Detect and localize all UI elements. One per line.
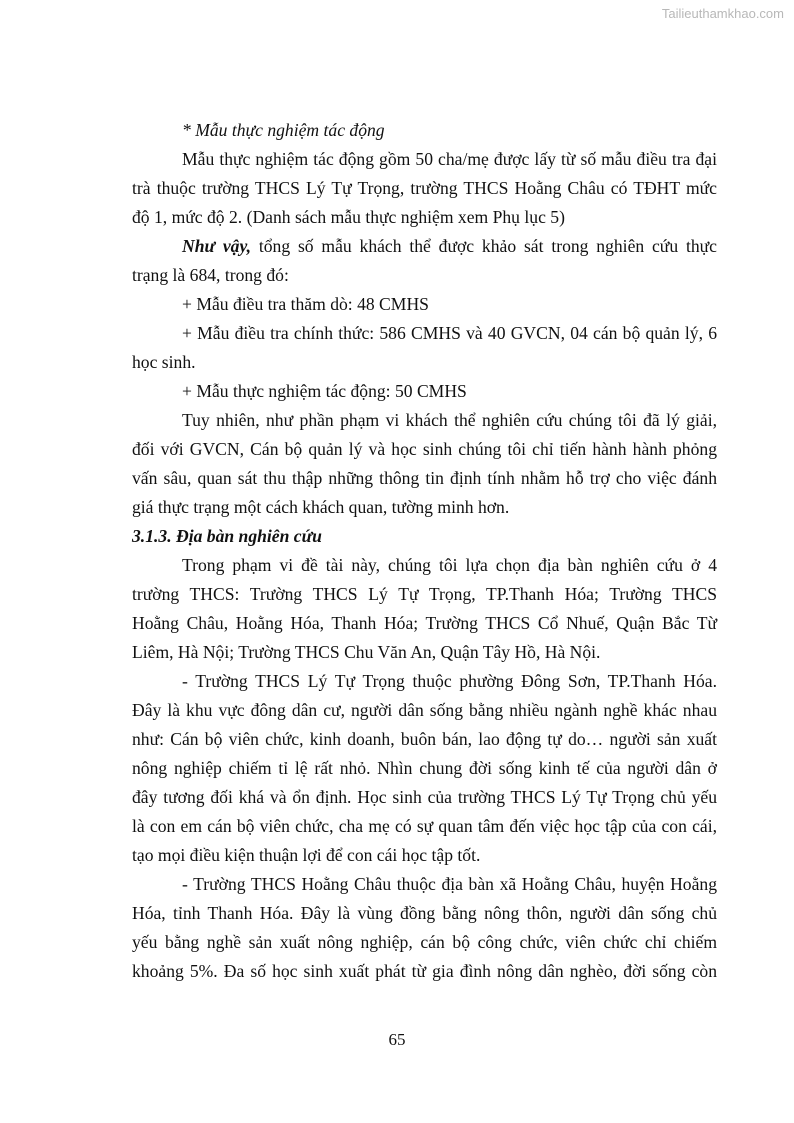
text-line: độ 1, mức độ 2. (Danh sách mẫu thực nghiệm xem Phụ lục 5)	[132, 207, 565, 227]
watermark: Tailieuthamkhao.com	[661, 6, 784, 21]
text-line: đối với GVCN, Cán bộ quản lý và học sinh chúng tôi chỉ tiến hành hành phỏng	[132, 439, 717, 459]
text-line: Tuy nhiên, như phần phạm vi khách thể nghiên cứu chúng tôi đã lý giải,	[182, 410, 717, 430]
text-line: tạo mọi điều kiện thuận lợi để con cái học tập tốt.	[132, 845, 481, 865]
text-line: Hoằng Châu, Hoằng Hóa, Thanh Hóa; Trường THCS Cổ Nhuế, Quận Bắc Từ	[132, 613, 717, 633]
text-line: là con em cán bộ viên chức, cha mẹ có sự quan tâm đến việc học tập của con cái,	[132, 816, 717, 836]
text-line: như: Cán bộ viên chức, kinh doanh, buôn bán, lao động tự do… người sản xuất	[132, 729, 717, 749]
document-body	[132, 116, 717, 986]
text-line: + Mẫu điều tra thăm dò: 48 CMHS	[182, 294, 429, 314]
text-line: + Mẫu điều tra chính thức: 586 CMHS và 40 GVCN, 04 cán bộ quản lý, 6	[182, 323, 717, 343]
section-heading: 3.1.3. Địa bàn nghiên cứu	[132, 526, 322, 546]
text-line: yếu bằng nghề sản xuất nông nghiệp, cán bộ công chức, viên chức chỉ chiếm	[132, 932, 717, 952]
text-line: trường THCS: Trường THCS Lý Tự Trọng, TP.Thanh Hóa; Trường THCS	[132, 584, 717, 604]
text-line: vấn sâu, quan sát thu thập những thông tin định tính nhằm hỗ trợ cho việc đánh	[132, 468, 717, 488]
text-line	[132, 232, 717, 261]
text-line: trà thuộc trường THCS Lý Tự Trọng, trường THCS Hoằng Châu có TĐHT mức	[132, 178, 717, 198]
text-line: - Trường THCS Lý Tự Trọng thuộc phường Đông Sơn, TP.Thanh Hóa.	[182, 671, 717, 691]
text-line: học sinh.	[132, 352, 196, 372]
text-line: đây tương đối khá và ổn định. Học sinh của trường THCS Lý Tự Trọng chủ yếu	[132, 787, 717, 807]
text-line: Trong phạm vi đề tài này, chúng tôi lựa chọn địa bàn nghiên cứu ở 4	[182, 555, 717, 575]
text-line: Liêm, Hà Nội; Trường THCS Chu Văn An, Quận Tây Hồ, Hà Nội.	[132, 642, 601, 662]
text-line: * Mẫu thực nghiệm tác động	[182, 120, 385, 140]
text-line: - Trường THCS Hoằng Châu thuộc địa bàn xã Hoằng Châu, huyện Hoằng	[182, 874, 717, 894]
page-number: 65	[388, 1030, 406, 1049]
text-line: Đây là khu vực đông dân cư, người dân sống bằng nhiều ngành nghề khác nhau	[132, 700, 717, 720]
text-line: trạng là 684, trong đó:	[132, 265, 289, 285]
text-line: nông nghiệp chiếm tỉ lệ rất nhỏ. Nhìn chung đời sống kinh tế của người dân ở	[132, 758, 717, 778]
text-line: giá thực trạng một cách khách quan, tường minh hơn.	[132, 497, 510, 517]
text-line: Mẫu thực nghiệm tác động gồm 50 cha/mẹ được lấy từ số mẫu điều tra đại	[182, 149, 717, 169]
text-line: Hóa, tỉnh Thanh Hóa. Đây là vùng đồng bằng nông thôn, người dân sống chủ	[132, 903, 717, 923]
emphasis-lead: Như vậy,	[182, 236, 252, 256]
text-line: + Mẫu thực nghiệm tác động: 50 CMHS	[182, 381, 467, 401]
text-line: khoảng 5%. Đa số học sinh xuất phát từ gia đình nông dân nghèo, đời sống còn	[132, 961, 717, 981]
line-text: tổng số mẫu khách thể được khảo sát trong nghiên cứu thực	[251, 236, 717, 256]
